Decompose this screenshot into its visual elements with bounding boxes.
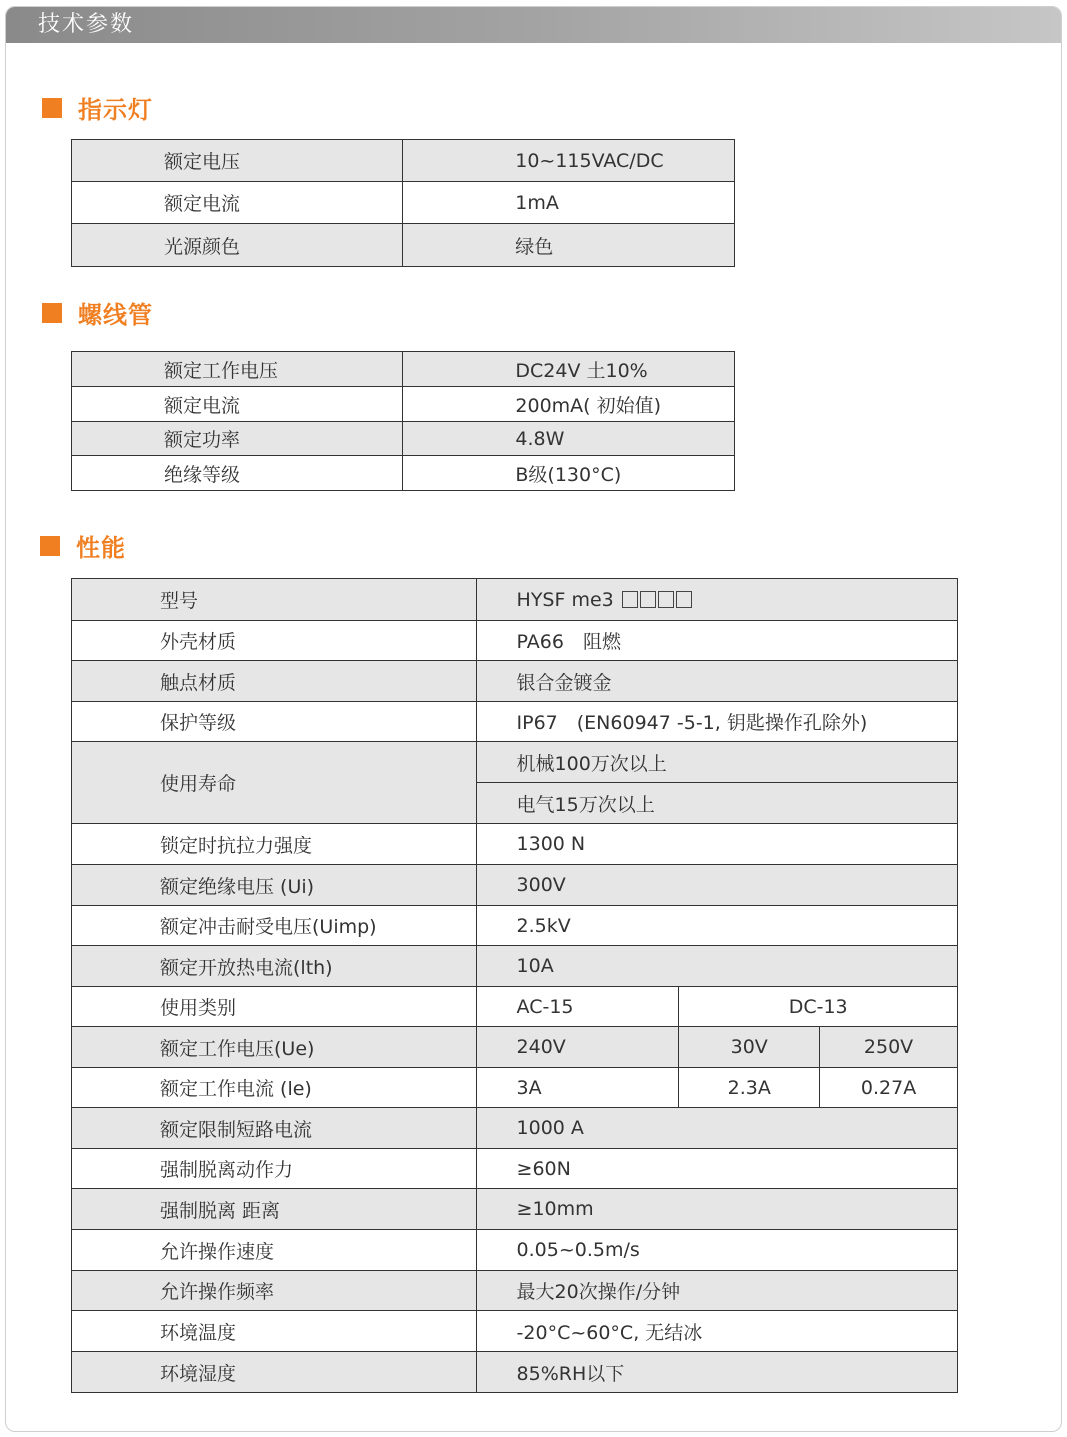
- spec-label: 环境温度: [72, 1311, 477, 1352]
- spec-value: 200mA( 初始值): [403, 387, 735, 422]
- spec-label: 额定工作电压(Ue): [72, 1027, 477, 1068]
- spec-label: 锁定时抗拉力强度: [72, 824, 477, 865]
- spec-value: 0.27A: [820, 1068, 958, 1108]
- spec-label: 触点材质: [72, 661, 477, 702]
- spec-label: 绝缘等级: [72, 456, 403, 491]
- table-row: [72, 987, 958, 1027]
- table-row: [72, 352, 735, 387]
- spec-label: 光源颜色: [72, 224, 403, 267]
- indicator-spec-table: [71, 139, 735, 267]
- spec-value: 2.3A: [679, 1068, 820, 1108]
- section-title-text: 性能: [76, 534, 126, 562]
- spec-label: 外壳材质: [72, 621, 477, 661]
- spec-value: 1000 A: [476, 1108, 957, 1149]
- spec-label: 强制脱离 距离: [72, 1189, 477, 1230]
- solenoid-spec-table: [71, 351, 735, 491]
- table-row: [72, 661, 958, 702]
- table-row: [72, 1108, 958, 1149]
- spec-label: 额定工作电流 (le): [72, 1068, 477, 1108]
- table-row: [72, 742, 958, 783]
- table-row: [72, 182, 735, 224]
- spec-value: [476, 579, 957, 621]
- spec-value: 最大20次操作/分钟: [476, 1271, 957, 1311]
- spec-label: 额定电流: [72, 182, 403, 224]
- spec-label: 型号: [72, 579, 477, 621]
- spec-label: 额定限制短路电流: [72, 1108, 477, 1149]
- spec-value: B级(130°C): [403, 456, 735, 491]
- table-row: [72, 1271, 958, 1311]
- table-row: [72, 140, 735, 182]
- spec-value: 绿色: [403, 224, 735, 267]
- table-row: [72, 422, 735, 456]
- spec-value: 3A: [476, 1068, 679, 1108]
- orange-square-icon: [42, 303, 62, 323]
- spec-value: 1mA: [403, 182, 735, 224]
- spec-value: 2.5kV: [476, 906, 957, 946]
- spec-value: 240V: [476, 1027, 679, 1068]
- spec-label: 保护等级: [72, 702, 477, 742]
- model-code: HYSF me3: [516, 588, 614, 611]
- spec-label: 额定绝缘电压 (Ui): [72, 865, 477, 906]
- blank-box-icon: [622, 591, 638, 608]
- table-row: [72, 1352, 958, 1393]
- spec-value: 300V: [476, 865, 957, 906]
- spec-value: 0.05~0.5m/s: [476, 1230, 957, 1271]
- spec-label: 环境湿度: [72, 1352, 477, 1393]
- orange-square-icon: [40, 536, 60, 556]
- spec-value: 1300 N: [476, 824, 957, 865]
- spec-value: -20°C~60°C, 无结冰: [476, 1311, 957, 1352]
- spec-label: 额定冲击耐受电压(Uimp): [72, 906, 477, 946]
- section-title-text: 指示灯: [78, 96, 153, 124]
- spec-label: 额定开放热电流(lth): [72, 946, 477, 987]
- orange-square-icon: [42, 98, 62, 118]
- spec-value: 30V: [679, 1027, 820, 1068]
- spec-value: 10A: [476, 946, 957, 987]
- section-title-text: 螺线管: [78, 301, 153, 329]
- table-row: [72, 1027, 958, 1068]
- section-title-performance: [40, 528, 126, 563]
- spec-label: 额定功率: [72, 422, 403, 456]
- spec-value: IP67 (EN60947 -5-1, 钥匙操作孔除外): [476, 702, 957, 742]
- spec-label: 额定电流: [72, 387, 403, 422]
- spec-value-ac: AC-15: [476, 987, 679, 1027]
- spec-value: 银合金镀金: [476, 661, 957, 702]
- spec-value-dc: DC-13: [679, 987, 958, 1027]
- table-row: [72, 224, 735, 267]
- spec-label: 强制脱离动作力: [72, 1149, 477, 1189]
- spec-value: ≥10mm: [476, 1189, 957, 1230]
- spec-value: ≥60N: [476, 1149, 957, 1189]
- panel-header: 技术参数: [6, 7, 1061, 43]
- spec-value: 机械100万次以上: [476, 742, 957, 783]
- blank-box-icon: [676, 591, 692, 608]
- table-row: [72, 946, 958, 987]
- section-title-solenoid: [42, 295, 153, 330]
- table-row: [72, 621, 958, 661]
- blank-box-icon: [640, 591, 656, 608]
- table-row: [72, 824, 958, 865]
- table-row: [72, 1068, 958, 1108]
- spec-label: 额定电压: [72, 140, 403, 182]
- section-title-indicator: [42, 90, 153, 125]
- table-row: [72, 906, 958, 946]
- table-row: [72, 702, 958, 742]
- table-row: [72, 387, 735, 422]
- table-row: [72, 865, 958, 906]
- spec-label: 使用寿命: [72, 742, 477, 824]
- spec-value: PA66 阻燃: [476, 621, 957, 661]
- spec-label: 使用类别: [72, 987, 477, 1027]
- table-row: [72, 1189, 958, 1230]
- blank-box-icon: [658, 591, 674, 608]
- spec-label: 允许操作速度: [72, 1230, 477, 1271]
- spec-value: DC24V 土10%: [403, 352, 735, 387]
- spec-label: 允许操作频率: [72, 1271, 477, 1311]
- spec-value: 10~115VAC/DC: [403, 140, 735, 182]
- spec-value: 4.8W: [403, 422, 735, 456]
- spec-value: 250V: [820, 1027, 958, 1068]
- table-row: [72, 1311, 958, 1352]
- table-row: [72, 1149, 958, 1189]
- table-row: [72, 1230, 958, 1271]
- spec-value: 85%RH以下: [476, 1352, 957, 1393]
- spec-label: 额定工作电压: [72, 352, 403, 387]
- performance-spec-table: [71, 578, 958, 1393]
- spec-value: 电气15万次以上: [476, 783, 957, 824]
- table-row: [72, 456, 735, 491]
- table-row: [72, 579, 958, 621]
